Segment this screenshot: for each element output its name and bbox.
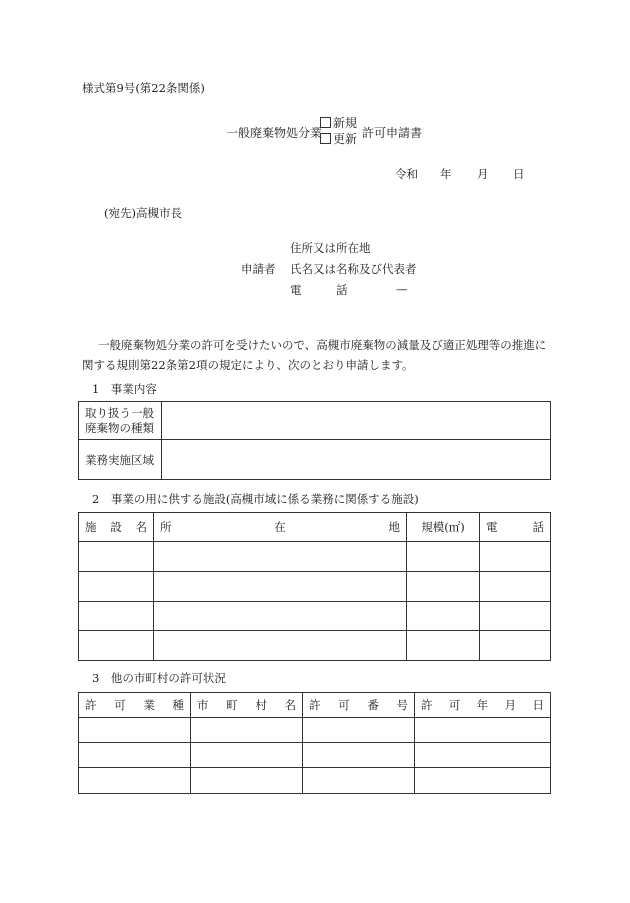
table-row xyxy=(79,631,551,661)
permit-number-cell[interactable] xyxy=(303,743,415,768)
location-cell[interactable] xyxy=(154,542,407,572)
scale-cell[interactable] xyxy=(407,631,480,661)
col-location xyxy=(154,513,407,542)
header-char: 設 xyxy=(110,520,122,534)
header-char: 許 xyxy=(85,698,97,712)
header-char: 業 xyxy=(143,698,155,712)
service-area-field[interactable] xyxy=(162,440,551,480)
permit-number-cell[interactable] xyxy=(303,718,415,743)
phone-cell[interactable] xyxy=(480,602,551,631)
section2-title: 2 事業の用に供する施設(高槻市域に係る業務に関係する施設) xyxy=(92,492,419,506)
location-cell[interactable] xyxy=(154,572,407,602)
application-type-options xyxy=(320,115,357,147)
table-row xyxy=(79,743,551,768)
waste-type-field[interactable] xyxy=(162,402,551,440)
permit-date-cell[interactable] xyxy=(415,718,551,743)
header-char: 施 xyxy=(85,520,97,534)
service-area-label: 業務実施区域 xyxy=(79,440,162,480)
header-char: 名 xyxy=(135,520,147,534)
header-char: 在 xyxy=(274,520,286,534)
permit-date-cell[interactable] xyxy=(415,768,551,794)
addressee: (宛先)高槻市長 xyxy=(104,206,182,220)
header-char: 所 xyxy=(160,520,172,534)
table-row xyxy=(79,768,551,794)
phone-label-left: 電 xyxy=(290,283,302,297)
header-char: 日 xyxy=(532,698,544,712)
location-cell[interactable] xyxy=(154,631,407,661)
municipality-cell[interactable] xyxy=(191,768,303,794)
date-day: 日 xyxy=(513,167,525,181)
header-char: 番 xyxy=(367,698,379,712)
header-char: 話 xyxy=(532,520,544,534)
table-row xyxy=(79,542,551,572)
facilities-table xyxy=(78,512,551,661)
phone-label-right: 話 xyxy=(336,283,348,297)
col-permit-number xyxy=(303,693,415,718)
applicant-label: 申請者 xyxy=(241,262,276,276)
table-row xyxy=(79,440,551,480)
municipality-cell[interactable] xyxy=(191,743,303,768)
permit-date-cell[interactable] xyxy=(415,743,551,768)
col-permit-date xyxy=(415,693,551,718)
scale-cell[interactable] xyxy=(407,572,480,602)
waste-type-label-line1: 取り扱う一般 xyxy=(85,405,154,420)
application-statement: 一般廃棄物処分業の許可を受けたいので、高槻市廃棄物の減量及び適正処理等の推進に関する規則第22条第2項の規定により、次のとおり申請します。 xyxy=(82,338,547,372)
header-char: 町 xyxy=(226,698,238,712)
header-char: 村 xyxy=(255,698,267,712)
header-char: 種 xyxy=(172,698,184,712)
header-char: 市 xyxy=(197,698,209,712)
col-facility-name xyxy=(79,513,154,542)
scale-cell[interactable] xyxy=(407,602,480,631)
table-header-row xyxy=(79,693,551,718)
col-municipality xyxy=(191,693,303,718)
facility-name-cell[interactable] xyxy=(79,602,154,631)
permit-type-cell[interactable] xyxy=(79,718,191,743)
header-char: 月 xyxy=(504,698,517,712)
applicant-address-label: 住所又は所在地 xyxy=(290,241,371,255)
phone-cell[interactable] xyxy=(480,631,551,661)
municipality-cell[interactable] xyxy=(191,718,303,743)
option-renewal-label: 更新 xyxy=(333,132,358,146)
header-char: 可 xyxy=(338,698,350,712)
option-new-label: 新規 xyxy=(333,116,358,130)
permit-type-cell[interactable] xyxy=(79,743,191,768)
applicant-name-label: 氏名又は名称及び代表者 xyxy=(290,262,417,276)
form-number-label: 様式第9号(第22条関係) xyxy=(82,81,205,95)
header-char: 地 xyxy=(388,520,400,534)
phone-dash: — xyxy=(396,282,408,296)
phone-cell[interactable] xyxy=(480,572,551,602)
table-row xyxy=(79,602,551,631)
header-char: 年 xyxy=(476,698,489,712)
checkbox-new[interactable] xyxy=(320,117,331,128)
form-title-end: 許可申請書 xyxy=(362,126,423,140)
waste-type-label-line2: 廃棄物の種類 xyxy=(85,420,154,435)
date-era: 令和 xyxy=(395,167,418,181)
form-title-main: 一般廃棄物処分業 xyxy=(226,126,323,140)
location-cell[interactable] xyxy=(154,602,407,631)
section1-title: 1 事業内容 xyxy=(92,382,157,396)
waste-type-label xyxy=(79,402,162,440)
col-phone xyxy=(480,513,551,542)
option-renewal[interactable] xyxy=(320,131,357,147)
scale-cell[interactable] xyxy=(407,542,480,572)
option-new[interactable] xyxy=(320,115,357,131)
permit-number-cell[interactable] xyxy=(303,768,415,794)
table-header-row xyxy=(79,513,551,542)
section3-title: 3 他の市町村の許可状況 xyxy=(92,671,226,685)
permit-type-cell[interactable] xyxy=(79,768,191,794)
business-content-table xyxy=(78,401,551,480)
header-char: 許 xyxy=(421,698,433,712)
col-permit-type xyxy=(79,693,191,718)
checkbox-renewal[interactable] xyxy=(320,133,331,144)
date-month: 月 xyxy=(477,167,489,181)
other-permits-table xyxy=(78,692,551,794)
table-row xyxy=(79,402,551,440)
phone-cell[interactable] xyxy=(480,542,551,572)
table-row xyxy=(79,718,551,743)
header-char: 可 xyxy=(114,698,126,712)
header-char: 許 xyxy=(309,698,321,712)
header-char: 号 xyxy=(396,698,408,712)
facility-name-cell[interactable] xyxy=(79,542,154,572)
header-char: 名 xyxy=(284,698,296,712)
facility-name-cell[interactable] xyxy=(79,572,154,602)
col-scale: 規模(㎡) xyxy=(407,513,480,542)
facility-name-cell[interactable] xyxy=(79,631,154,661)
table-row xyxy=(79,572,551,602)
header-char: 電 xyxy=(486,520,498,534)
date-year: 年 xyxy=(440,167,452,181)
header-char: 可 xyxy=(448,698,461,712)
